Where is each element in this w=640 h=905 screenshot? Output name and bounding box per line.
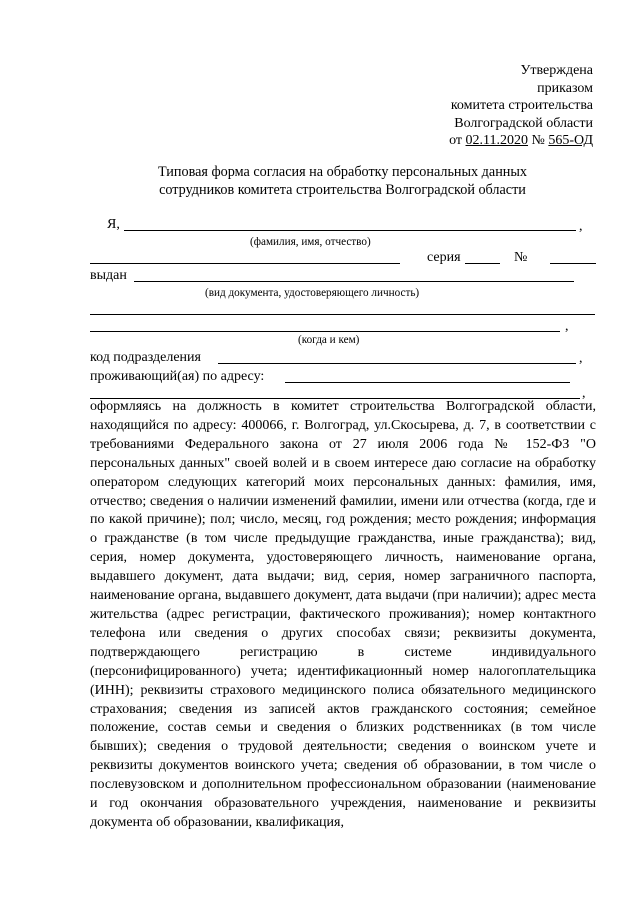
i-label: Я, [107,217,120,232]
fio-field[interactable] [124,230,576,231]
dept-code-label: код подразделения [90,350,201,365]
issued-label: выдан [90,268,127,283]
consent-body-text: оформляясь на должность в комитет строительства Волгоградской области, находящийся по адресу: 400066, г. Волгоград, ул.Скосырева, д. 7, в соответствии с требованиями Федерального закона от 27 июля 2006 года № 152-ФЗ "О персональных данных" своей волей и в своем интересе даю согласие на обработку оператором следующих категорий моих персональных данных: фамилия, имя, отчество; сведения о наличии изменений фамилии, имени или отчества (когда, где и по какой причине); пол; число, месяц, год рождения; место рождения; информация о гражданстве (в том числе предыдущие гражданства, иные гражданства); вид, серия, номер документа, удостоверяющего личность, наименование органа, выдавшего документ, дата выдачи; вид, серия, номер заграничного паспорта, наименование органа, выдавшего документ, дата выдачи (при наличии); адрес места жительства (адрес регистрации, фактического проживания); номер контактного телефона или сведения о других способах связи; реквизиты документа, подтверждающего регистрацию в системе индивидуального (персонифицированного) учета; идентификационный номер налогоплательщика (ИНН); реквизиты страхового медицинского полиса обязательного медицинского страхования; сведения из записей актов гражданского состояния; семейное положение, состав семьи и сведения о близких родственниках (в том числе бывших); сведения о трудовой деятельности; сведения о воинском учете и реквизиты документов воинского учета; сведения об образовании, в том числе о послевузовском и дополнительном профессиональном образовании (наименование и год окончания образовательного учреждения, наименование и реквизиты документа об образовании, квалификация, [90,399,596,830]
series-label: серия [427,250,461,265]
address-field[interactable] [285,382,570,383]
title-line-2: сотрудников комитета строительства Волгоградской области [159,181,526,198]
dept-code-comma: , [579,351,583,366]
issued-by-comma: , [565,319,569,334]
approval-line-1: Утверждена [520,63,593,78]
number-label: № [514,250,528,265]
number-field[interactable] [550,263,596,264]
approval-num-sign: № [528,133,549,149]
passport-field[interactable] [90,263,400,264]
fio-comma: , [579,219,583,234]
document-title [90,164,595,199]
issued-field[interactable] [134,281,574,282]
when-caption: (когда и кем) [298,334,360,346]
approval-prefix: от [449,133,466,149]
address-label: проживающий(ая) по адресу: [90,369,265,384]
approval-line-2: приказом [537,80,593,96]
issued-continuation-field[interactable] [90,314,595,315]
series-field[interactable] [465,263,500,264]
title-line-1: Типовая форма согласия на обработку персональных данных [157,164,528,180]
approval-order-line [449,132,593,150]
approval-date: 02.11.2020 [465,133,529,149]
approval-line-4: Волгоградской области [454,115,593,131]
issued-by-field[interactable] [90,331,560,332]
doc-caption: (вид документа, удостоверяющего личность) [205,287,420,299]
approval-number: 565-ОД [548,133,593,149]
approval-block [449,62,593,150]
fio-caption: (фамилия, имя, отчество) [250,236,371,248]
dept-code-field[interactable] [218,363,576,364]
approval-line-3: комитета строительства [450,98,593,114]
address-comma: , [582,386,586,401]
